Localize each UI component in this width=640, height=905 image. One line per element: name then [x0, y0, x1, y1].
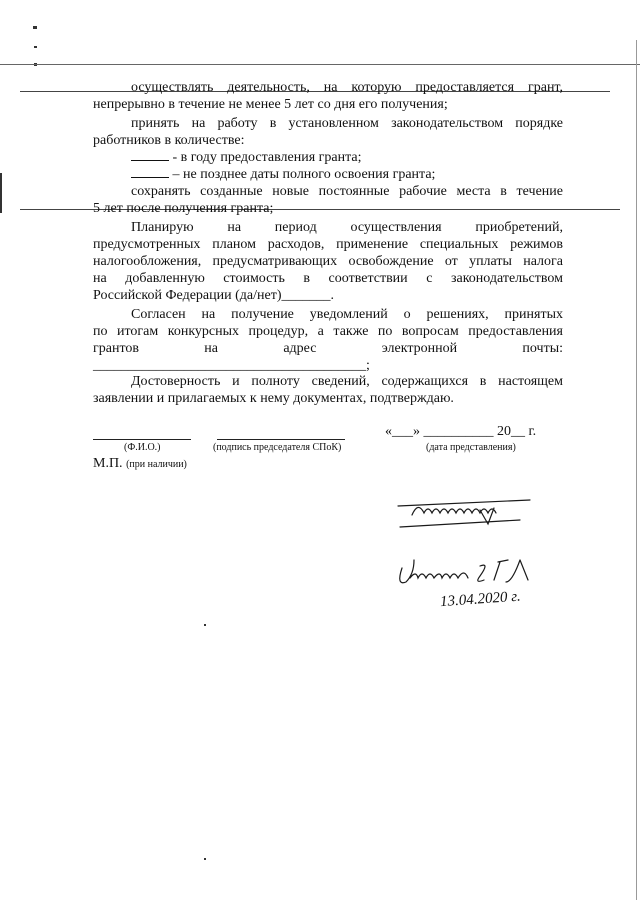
scan-dot	[204, 624, 206, 626]
text-line: работников в количестве:	[93, 133, 245, 148]
date-line: «___» __________ 20__ г.	[385, 424, 537, 439]
text-line: грантов на адрес электронной почты:	[93, 341, 563, 356]
list-item-text: – не позднее даты полного освоения гранта;	[172, 167, 436, 182]
text-line: 5 лет после получения гранта;	[93, 201, 274, 216]
text-line: предусмотренных планом расходов, применение специальных режимов	[93, 237, 563, 252]
signature-caption: (подпись председателя СПоК)	[213, 442, 342, 453]
fio-caption: (Ф.И.О.)	[124, 442, 161, 453]
text-line: осуществлять деятельность, на которую предоставляется грант,	[131, 80, 563, 95]
text-line: непрерывно в течение не менее 5 лет со дня его получения;	[93, 97, 448, 112]
text-line: Достоверность и полноту сведений, содержащихся в настоящем	[131, 374, 563, 389]
text-line: заявлении и прилагаемых к нему документах, подтверждаю.	[93, 391, 454, 406]
text-line: Российской Федерации (да/нет)_______.	[93, 288, 334, 303]
text-line: сохранять созданные новые постоянные рабочие места в течение	[131, 184, 563, 199]
text-line: по итогам конкурсных процедур, а также по вопросам предоставления	[93, 324, 563, 339]
scan-dot	[204, 858, 206, 860]
text-line: _______________________________________;	[93, 358, 370, 373]
text-line: Планирую на период осуществления приобретений,	[131, 220, 563, 235]
stamp-abbrev: М.П.	[93, 456, 123, 471]
handwritten-date: 13.04.2020 г.	[439, 588, 522, 611]
date-caption: (дата представления)	[426, 442, 516, 453]
list-item-text: - в году предоставления гранта;	[172, 150, 362, 165]
text-line: на добавленную стоимость в соответствии с законодательством	[93, 271, 563, 286]
text-line: Согласен на получение уведомлений о решениях, принятых	[131, 307, 563, 322]
text-line: принять на работу в установленном законодательством порядке	[131, 116, 563, 131]
text-line: налогообложения, предусматривающих освобождение от уплаты налога	[93, 254, 563, 269]
stamp-note: (при наличии)	[126, 459, 187, 470]
